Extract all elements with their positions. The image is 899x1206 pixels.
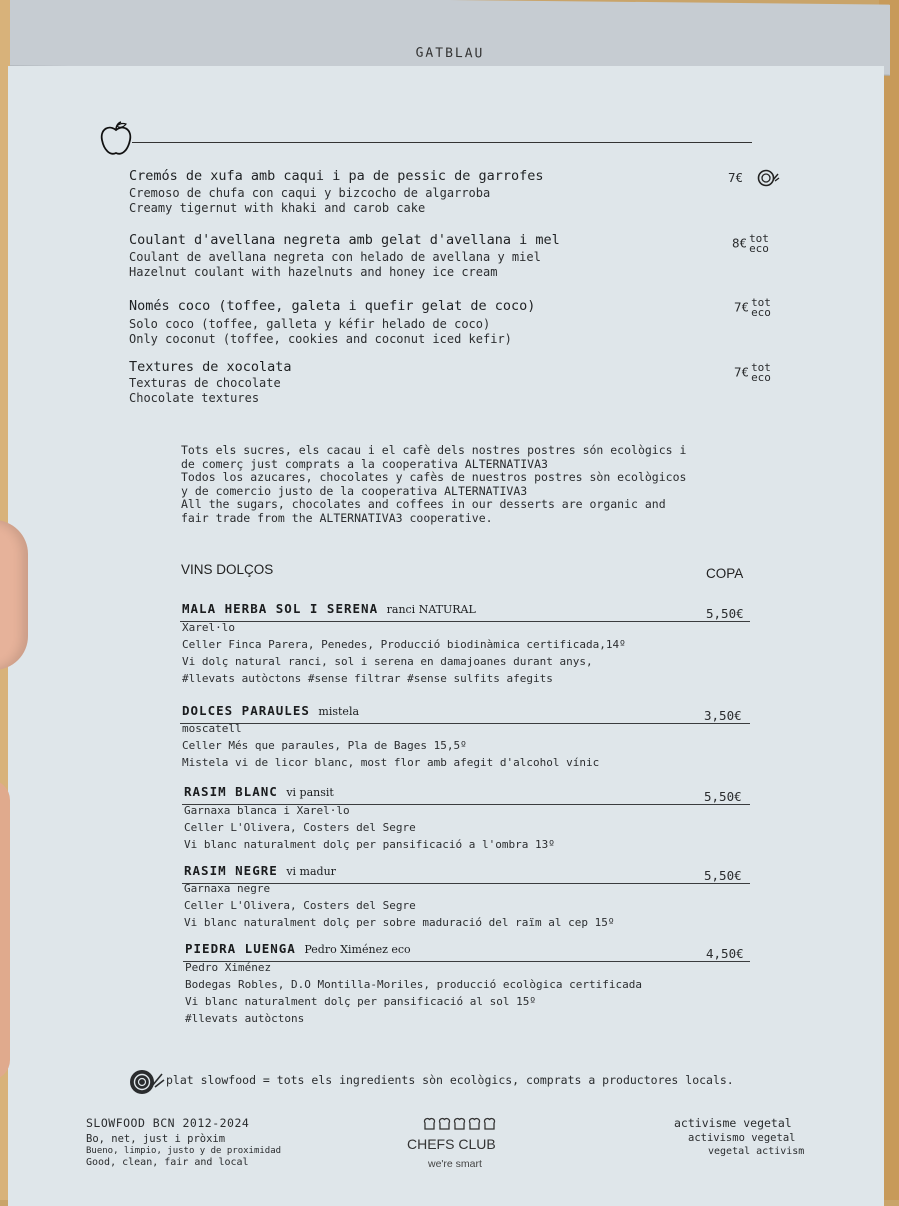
wine-detail-line: moscatell — [182, 722, 242, 735]
wine-detail-line: Garnaxa blanca i Xarel·lo — [184, 804, 350, 817]
wine-type: ranci NATURAL — [386, 603, 476, 616]
price-value: 7€ — [734, 364, 750, 380]
wine-title — [184, 863, 336, 878]
wine-detail-line: Celler L'Olivera, Costers del Segre — [184, 899, 416, 912]
wines-column-header: COPA — [706, 566, 744, 581]
eco-label: eco — [749, 242, 769, 255]
wine-details — [185, 959, 642, 1027]
wine-name: MALA HERBA SOL I SERENA — [182, 601, 379, 616]
footer-slowfood-english: Good, clean, fair and local — [86, 1157, 249, 1168]
next-page-edge — [10, 0, 890, 76]
footer-slowfood-catalan: Bo, net, just i pròxim — [86, 1133, 226, 1145]
slowfood-note: plat slowfood = tots els ingredients sòn ecològics, comprats a productores locals. — [166, 1073, 734, 1087]
dessert-title: Cremós de xufa amb caqui i pa de pessic de garrofes — [129, 168, 544, 184]
footer-slowfood-title: SLOWFOOD BCN 2012-2024 — [86, 1116, 250, 1130]
organic-note — [181, 444, 686, 525]
note-line: de comerç just comprats a la cooperativa ALTERNATIVA3 — [181, 456, 548, 471]
hand-edge — [0, 780, 10, 1080]
chefs-club-tagline: we're smart — [428, 1158, 482, 1170]
dessert-english: Hazelnut coulant with hazelnuts and honey ice cream — [129, 265, 498, 279]
note-line: y de comercio justo de la cooperativa ALTERNATIVA3 — [181, 483, 528, 498]
wine-title — [185, 941, 411, 956]
wine-details — [182, 720, 599, 771]
tot-label: tot — [751, 296, 771, 309]
wine-name: DOLCES PARAULES — [182, 703, 310, 718]
wine-price: 5,50€ — [706, 606, 744, 621]
tot-eco-badge — [749, 234, 769, 254]
wine-title — [184, 784, 334, 799]
wine-price: 5,50€ — [704, 789, 742, 804]
wine-title — [182, 601, 476, 616]
footer-activism-spanish: activismo vegetal — [688, 1132, 796, 1144]
wine-detail-line: Vi blanc naturalment dolç per pansificació al sol 15º — [185, 995, 536, 1008]
wine-detail-line: Xarel·lo — [182, 621, 235, 634]
wines-header-label: VINS DOLÇOS — [181, 562, 274, 577]
wine-detail-line: Pedro Ximénez — [185, 961, 272, 974]
wine-detail-line: Celler L'Olivera, Costers del Segre — [184, 821, 416, 834]
wine-type: vi madur — [286, 865, 336, 878]
chefs-club-name: CHEFS CLUB — [407, 1136, 496, 1152]
wine-title — [182, 703, 359, 718]
dessert-spanish: Texturas de chocolate — [129, 376, 281, 390]
wine-detail-line: Mistela vi de licor blanc, most flor amb afegit d'alcohol vínic — [182, 756, 600, 769]
price-value: 8€ — [732, 235, 748, 251]
note-line: fair trade from the ALTERNATIVA3 cooperative. — [181, 510, 493, 525]
wines-header — [181, 562, 273, 577]
tot-label: tot — [751, 361, 771, 374]
wine-type: vi pansit — [286, 786, 334, 799]
footer-activism-english: vegetal activism — [708, 1146, 805, 1157]
wine-detail-line: Vi blanc naturalment dolç per sobre maduració del raïm al cep 15º — [184, 916, 615, 929]
restaurant-title: GATBLAU — [415, 45, 485, 62]
menu-page — [8, 66, 884, 1206]
snail-icon — [128, 1068, 166, 1096]
dessert-title: Només coco (toffee, galeta i quefir gelat de coco) — [129, 298, 536, 314]
footer-slowfood-spanish: Bueno, limpio, justo y de proximidad — [86, 1146, 282, 1156]
note-line: All the sugars, chocolates and coffees in our desserts are organic and — [181, 497, 666, 511]
section-rule — [132, 142, 752, 143]
wine-detail-line: Celler Més que paraules, Pla de Bages 15,5º — [182, 739, 467, 752]
dessert-english: Only coconut (toffee, cookies and coconut iced kefir) — [129, 332, 512, 346]
wine-price: 4,50€ — [706, 946, 744, 961]
wine-price: 5,50€ — [704, 868, 742, 883]
dessert-title: Coulant d'avellana negreta amb gelat d'avellana i mel — [129, 232, 560, 248]
wine-detail-line: Garnaxa negre — [184, 882, 271, 895]
wine-name: RASIM BLANC — [184, 784, 278, 799]
note-line: Tots els sucres, els cacau i el cafè dels nostres postres són ecològics i — [181, 443, 687, 457]
wine-price: 3,50€ — [704, 708, 742, 723]
wine-details — [184, 802, 555, 853]
snail-icon — [756, 168, 780, 188]
dessert-english: Chocolate textures — [129, 391, 260, 405]
wine-detail-line: Celler Finca Parera, Penedes, Producció biodinàmica certificada,14º — [182, 638, 626, 651]
wine-details — [182, 619, 626, 687]
wine-name: RASIM NEGRE — [184, 863, 278, 878]
wine-detail-line: Bodegas Robles, D.O Montilla-Moriles, producció ecològica certificada — [185, 978, 642, 991]
wine-detail-line: #llevats autòctons — [185, 1012, 305, 1025]
eco-label: eco — [751, 371, 771, 384]
tot-eco-badge — [751, 298, 771, 318]
wine-name: PIEDRA LUENGA — [185, 941, 296, 956]
apple-icon — [98, 120, 134, 158]
dessert-spanish: Coulant de avellana negreta con helado de avellana y miel — [129, 250, 541, 264]
wine-type: Pedro Ximénez eco — [304, 943, 411, 956]
dessert-price — [734, 363, 771, 383]
dessert-english: Creamy tigernut with khaki and carob cake — [129, 201, 426, 215]
wine-detail-line: #llevats autòctons #sense filtrar #sense sulfits afegits — [182, 672, 553, 685]
tot-eco-badge — [751, 363, 771, 383]
dessert-price — [732, 234, 769, 254]
dessert-price: 7€ — [728, 170, 744, 185]
dessert-spanish: Cremoso de chufa con caqui y bizcocho de algarroba — [129, 186, 491, 200]
footer-activism-catalan: activisme vegetal — [674, 1116, 792, 1130]
dessert-spanish: Solo coco (toffee, galleta y kéfir helado de coco) — [129, 317, 491, 331]
wine-type: mistela — [318, 705, 360, 718]
dessert-price — [734, 298, 771, 318]
note-line: Todos los azucares, chocolates y cafès de nuestros postres sòn ecològicos — [181, 470, 687, 484]
wine-details — [184, 880, 614, 931]
eco-label: eco — [751, 306, 771, 319]
finger — [0, 520, 28, 670]
chefs-club-logo-icon — [422, 1115, 498, 1133]
wine-detail-line: Vi blanc naturalment dolç per pansificació a l'ombra 13º — [184, 838, 555, 851]
wine-detail-line: Vi dolç natural ranci, sol i serena en damajoanes durant anys, — [182, 655, 593, 668]
price-value: 7€ — [734, 299, 750, 315]
dessert-title: Textures de xocolata — [129, 359, 292, 375]
tot-label: tot — [749, 232, 769, 245]
